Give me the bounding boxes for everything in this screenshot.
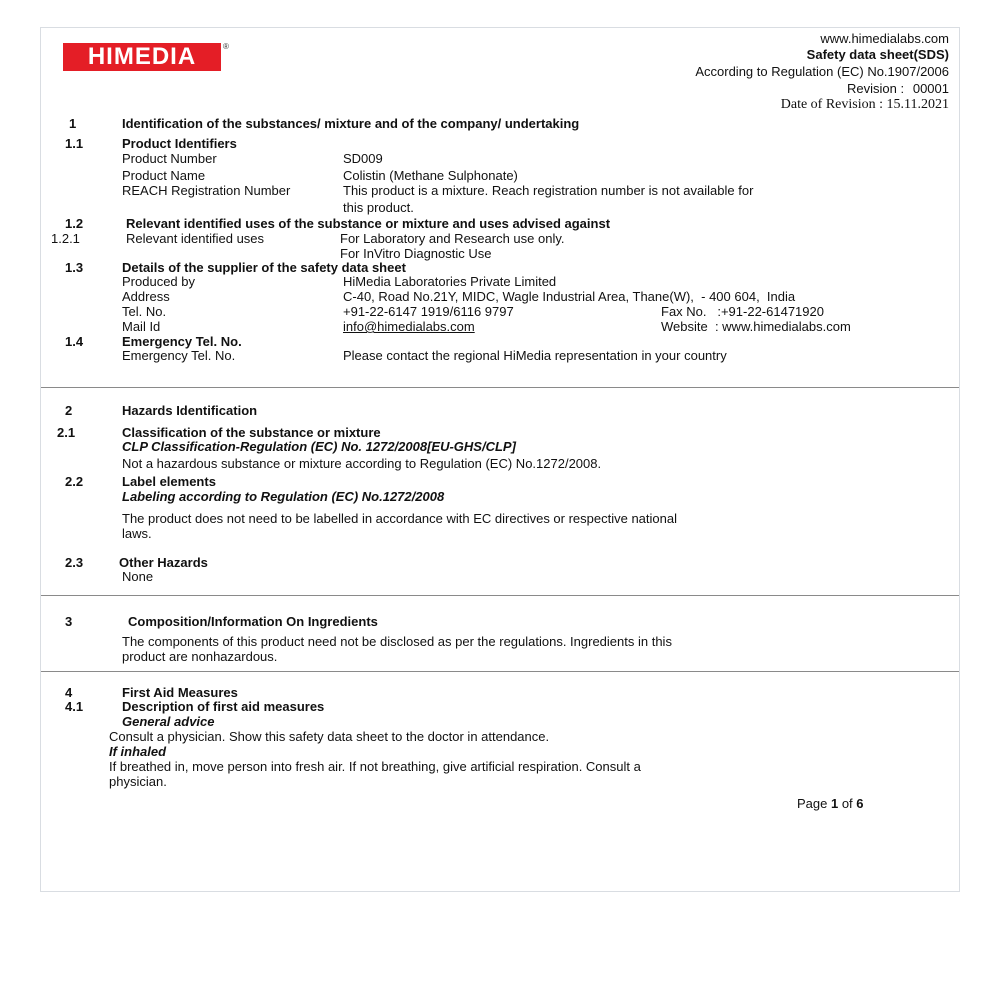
classification-text: Not a hazardous substance or mixture according to Regulation (EC) No.1272/2008.: [122, 456, 602, 471]
label-elements-text-cont: laws.: [122, 526, 152, 541]
section-2-1-title: Classification of the substance or mixture: [122, 425, 381, 440]
if-inhaled-text-cont: physician.: [109, 774, 167, 789]
section-4-1-title: Description of first aid measures: [122, 699, 325, 714]
page-total: 6: [856, 796, 864, 811]
sds-page: [40, 27, 960, 892]
section-2-1-number: 2.1: [57, 425, 76, 440]
section-1-3-number: 1.3: [65, 260, 84, 275]
product-name-value: Colistin (Methane Sulphonate): [343, 168, 518, 183]
address-label: Address: [122, 289, 170, 304]
section-3-number: 3: [65, 614, 73, 629]
emergency-tel-label: Emergency Tel. No.: [122, 348, 236, 363]
composition-text: The components of this product need not be disclosed as per the regulations. Ingredients in this: [122, 634, 672, 649]
general-advice-title: General advice: [122, 714, 215, 729]
header-date-of-revision: Date of Revision : 15.11.2021: [780, 97, 949, 112]
section-1-4-number: 1.4: [65, 334, 84, 349]
page-number: [797, 796, 864, 811]
product-name-label: Product Name: [122, 168, 206, 183]
composition-text-cont: product are nonhazardous.: [122, 649, 278, 664]
produced-by-value: HiMedia Laboratories Private Limited: [343, 274, 557, 289]
mail-label: Mail Id: [122, 319, 161, 334]
clp-classification-subtitle: CLP Classification-Regulation (EC) No. 1272/2008[EU-GHS/CLP]: [122, 439, 516, 454]
header-website: www.himedialabs.com: [820, 31, 949, 46]
section-1-title: Identification of the substances/ mixture and of the company/ undertaking: [122, 116, 580, 131]
section-1-2-number: 1.2: [65, 216, 84, 231]
section-1-2-1-number: 1.2.1: [51, 231, 80, 246]
supplier-website: Website : www.himedialabs.com: [661, 319, 851, 334]
section-1-2-title: Relevant identified uses of the substance or mixture and uses advised against: [126, 216, 611, 231]
fax-value: Fax No. :+91-22-61471920: [661, 304, 824, 319]
if-inhaled-title: If inhaled: [109, 744, 167, 759]
registered-mark: ®: [223, 42, 229, 51]
mail-link[interactable]: info@himedialabs.com: [343, 319, 475, 334]
page-of: of: [838, 796, 857, 811]
section-4-1-number: 4.1: [65, 699, 84, 714]
labeling-subtitle: Labeling according to Regulation (EC) No.1272/2008: [122, 489, 445, 504]
address-value: C-40, Road No.21Y, MIDC, Wagle Industrial Area, Thane(W), - 400 604, India: [343, 289, 796, 304]
section-4-title: First Aid Measures: [122, 685, 238, 700]
tel-label: Tel. No.: [122, 304, 167, 319]
header-revision-label: Revision :: [847, 81, 905, 96]
identified-uses-label: Relevant identified uses: [126, 231, 265, 246]
other-hazards-text: None: [122, 569, 154, 584]
section-1-1-title: Product Identifiers: [122, 136, 237, 151]
divider-1: [41, 387, 959, 388]
page-current: 1: [830, 796, 839, 811]
identified-uses-value-2: For InVitro Diagnostic Use: [340, 246, 492, 261]
section-3-title: Composition/Information On Ingredients: [128, 614, 378, 629]
product-number-label: Product Number: [122, 151, 217, 166]
reach-registration-value: This product is a mixture. Reach registration number is not available for: [343, 183, 754, 198]
reach-registration-label: REACH Registration Number: [122, 183, 291, 198]
header-regulation: According to Regulation (EC) No.1907/2006: [695, 64, 949, 79]
section-1-1-number: 1.1: [65, 136, 84, 151]
divider-3: [41, 671, 959, 672]
section-2-2-title: Label elements: [122, 474, 216, 489]
section-1-4-title: Emergency Tel. No.: [122, 334, 242, 349]
reach-registration-value-cont: this product.: [343, 200, 414, 215]
section-2-number: 2: [65, 403, 73, 418]
label-elements-text: The product does not need to be labelled in accordance with EC directives or respective national: [122, 511, 677, 526]
section-1-3-title: Details of the supplier of the safety data sheet: [122, 260, 406, 275]
identified-uses-value: For Laboratory and Research use only.: [340, 231, 565, 246]
header-revision-value: 00001: [912, 81, 949, 96]
product-number-value: SD009: [343, 151, 383, 166]
section-2-2-number: 2.2: [65, 474, 84, 489]
page-prefix: Page: [797, 796, 831, 811]
produced-by-label: Produced by: [122, 274, 195, 289]
tel-value: +91-22-6147 1919/6116 9797: [343, 304, 514, 319]
section-2-3-title: Other Hazards: [119, 555, 208, 570]
section-1-number: 1: [69, 116, 77, 131]
divider-2: [41, 595, 959, 596]
section-2-3-number: 2.3: [65, 555, 84, 570]
emergency-tel-value: Please contact the regional HiMedia representation in your country: [343, 348, 727, 363]
header-doc-title: Safety data sheet(SDS): [806, 47, 949, 62]
general-advice-text: Consult a physician. Show this safety data sheet to the doctor in attendance.: [109, 729, 550, 744]
himedia-logo: HIMEDIA: [63, 43, 221, 71]
section-2-title: Hazards Identification: [122, 403, 258, 418]
section-4-number: 4: [65, 685, 73, 700]
if-inhaled-text: If breathed in, move person into fresh air. If not breathing, give artificial respiration. Consult a: [109, 759, 641, 774]
